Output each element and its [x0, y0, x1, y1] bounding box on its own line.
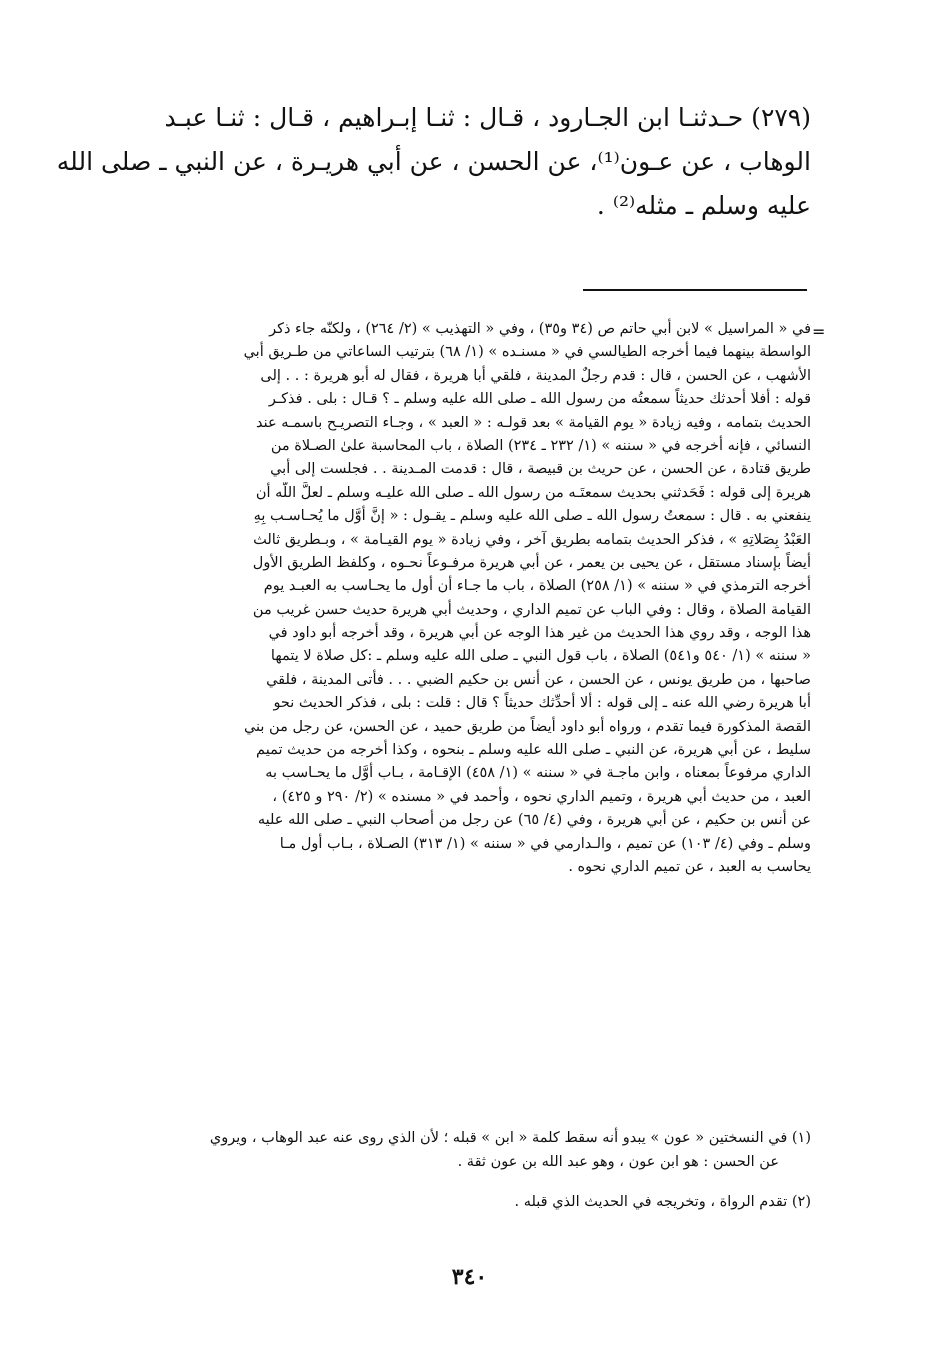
- footnote-separator: [583, 289, 807, 291]
- footnote-line: عن الحسن : هو ابن عون ، وهو عبد الله بن عون ثقة .: [457, 1154, 779, 1170]
- continuation-mark: =: [812, 322, 826, 341]
- note-line: صاحبها ، من طريق يونس ، عن الحسن ، عن أنس بن حكيم الضبي . . . فأتى المدينة ، فلقي: [266, 671, 811, 688]
- note-line: أيضاً بإسناد مستقل ، عن يحيى بن يعمر ، عن أبي هريرة مرفـوعاً نحـوه ، وكلفظ الطريق الأول: [252, 554, 811, 571]
- note-line: الأشهب ، عن الحسن ، قال : قدم رجلٌ المدينة ، فلقي أبا هريرة ، فقال له أبو هريرة : . . إلى: [260, 367, 811, 384]
- footnote-2: [88, 1190, 811, 1214]
- note-line: أخرجه الترمذي في « سننه » (١/ ٢٥٨) الصلاة ، باب ما جـاء أن أول ما يحـاسب به العبـد يوم: [263, 578, 811, 595]
- hadith-line: الوهاب ، عن عـون⁽¹⁾، عن الحسن ، عن أبي هريـرة ، عن النبي ـ صلى الله: [56, 147, 811, 176]
- page-number: ٣٤٠: [451, 1264, 488, 1290]
- footnote-line: (١) في النسختين « عون » يبدو أنه سقط كلمة « ابن » قبله ؛ لأن الذي روى عنه عبد الوهاب ، ويروي: [209, 1130, 811, 1146]
- note-line: الواسطة بينهما فيما أخرجه الطيالسي في « مسنـده » (١/ ٦٨) بترتيب الساعاتي من طـريق أبي: [243, 344, 811, 361]
- note-line: سليط ، عن أبي هريرة، عن النبي ـ صلى الله عليه وسلم ـ بنحوه ، وكذا أخرجه من حديث تميم: [256, 742, 811, 759]
- note-line: العبد ، من حديث أبي هريرة ، وتميم الداري نحوه ، وأحمد في « مسنده » (٢/ ٢٩٠ و ٤٢٥) ،: [272, 788, 811, 805]
- continued-footnote: [88, 318, 811, 879]
- hadith-text: [56, 96, 811, 228]
- note-line: النسائي ، فإنه أخرجه في « سننه » (١/ ٢٣٢ ـ ٢٣٤) الصلاة ، باب المحاسبة علىٰ الصـلاة من: [270, 437, 811, 454]
- note-line: أبا هريرة رضي الله عنه ـ إلى قوله : ألا أُحدِّثك حديثاً ؟ قال : قلت : بلى ، فذكر الحديث نحو: [273, 695, 811, 712]
- note-line: القيامة الصلاة ، وقال : وفي الباب عن تميم الداري ، وحديث أبي هريرة حديث حسن غريب من: [252, 601, 811, 618]
- note-line: ينفعني به . قال : سمعتُ رسول الله ـ صلى الله عليه وسلم ـ يقـول : « إنَّ أوَّل ما يُحـاسـب بِهِ: [253, 508, 811, 525]
- note-line: هريرة إلى قوله : فَحَدثني بحديث سمعتَـه من رسول الله ـ صلى الله عليـه وسلم ـ لعلَّ اللّه أن: [255, 484, 811, 501]
- note-line: الحديث بتمامه ، وفيه زيادة « يوم القيامة » بعد قولـه : « العبد » ، وجـاء التصريـح باسمـه عند: [255, 414, 811, 431]
- note-line: طريق قتادة ، عن الحسن ، عن حريث بن قبيصة ، قال : قدمت المـدينة . . فجلست إلى أبي: [270, 461, 811, 478]
- footnote-line: (٢) تقدم الرواة ، وتخريجه في الحديث الذي قبله .: [514, 1194, 811, 1210]
- footnote-1: [88, 1126, 811, 1174]
- note-line: العَبْدُ بِصَلاتِهِ » ، فذكر الحديث بتمامه بطريق آخر ، وفي زيادة « يوم القيـامة » ، وبـطريق ثالث: [253, 531, 811, 548]
- note-line: وسلم ـ وفي (٤/ ١٠٣) عن تميم ، والـدارمي في « سننه » (١/ ٣١٣) الصـلاة ، بـاب أول مـا: [279, 835, 811, 852]
- note-line: عن أنس بن حكيم ، عن أبي هريرة ، وفي (٤/ ٦٥) عن رجل من أصحاب النبي ـ صلى الله عليه: [257, 812, 811, 829]
- note-line: القصة المذكورة فيما تقدم ، ورواه أبو داود أيضاً من طريق حميد ، عن الحسن، عن رجل من بني: [243, 718, 811, 735]
- note-line: قوله : أفلا أحدثك حديثاً سمعتُه من رسول الله ـ صلى الله عليه وسلم ـ ؟ قـال : بلى . فذكـر: [268, 391, 811, 408]
- note-line: الداري مرفوعاً بمعناه ، وابن ماجـة في « سننه » (١/ ٤٥٨) الإقـامة ، بـاب أوَّل ما يحـاسب به: [265, 765, 811, 782]
- note-line: يحاسب به العبد ، عن تميم الداري نحوه .: [568, 858, 811, 875]
- hadith-line: عليه وسلم ـ مثله⁽²⁾ .: [596, 191, 811, 220]
- note-line: « سننه » (١/ ٥٤٠ و٥٤١) الصلاة ، باب قول النبي ـ صلى الله عليه وسلم ـ :كل صلاة لا يتمها: [270, 648, 811, 665]
- hadith-line: (٢٧٩) حـدثنـا ابن الجـارود ، قـال : ثنـا إبـراهيم ، قـال : ثنـا عبـد: [164, 103, 811, 132]
- note-line: في « المراسيل » لابن أبي حاتم ص (٣٤ و٣٥) ، وفي « التهذيب » (٢/ ٢٦٤) ، ولكنّه جاء ذكر: [269, 321, 811, 337]
- note-line: هذا الوجه ، وقد روي هذا الحديث من غير هذا الوجه عن أبي هريرة ، وقد أخرجه أبو داود في: [268, 625, 811, 642]
